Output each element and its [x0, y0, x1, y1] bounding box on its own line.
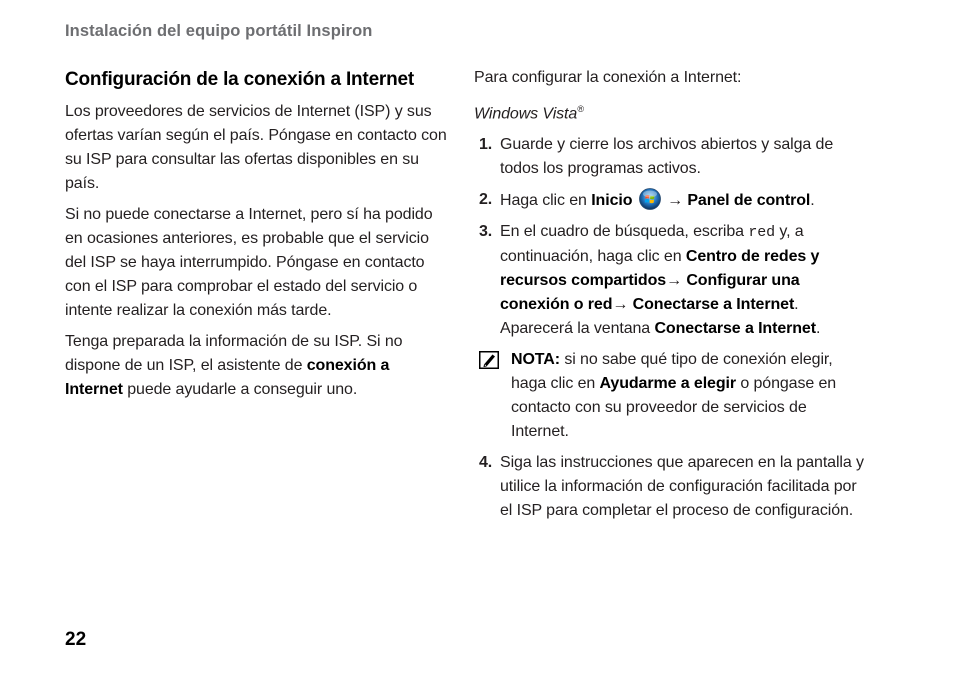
os-name: Windows Vista: [474, 105, 578, 123]
step-item: [474, 451, 864, 523]
note-text: si no sabe qué tipo de conexión elegir, haga clic en: [511, 351, 833, 393]
steps-list: [474, 133, 864, 341]
step-item: [474, 133, 864, 181]
step-text: .: [815, 320, 821, 338]
steps-intro: Para configurar la conexión a Internet:: [474, 69, 742, 86]
ui-term: Inicio: [591, 192, 633, 210]
left-column: [65, 66, 450, 409]
os-label: [474, 97, 864, 126]
arrow: →: [666, 272, 687, 290]
registered-mark: ®: [577, 104, 584, 114]
step-text: y, a continuación, haga clic en: [500, 223, 804, 266]
search-term: red: [748, 224, 776, 242]
step-number: 4.: [479, 454, 493, 472]
ui-term: Panel de control: [687, 192, 811, 210]
ui-term: Ayudarme a elegir: [599, 375, 736, 393]
step-number: 2.: [479, 191, 493, 209]
step-text: Siga las instrucciones que aparecen en la pantalla y utilice la información de configuración facilitada por el ISP para completar el proceso de configuración.: [500, 454, 864, 520]
ui-term: Conectarse a Internet: [654, 320, 816, 338]
windows-start-orb-icon: [639, 188, 661, 210]
step-text: Guarde y cierre los archivos abiertos y salga de todos los programas activos.: [500, 136, 834, 178]
page-number: 22: [65, 629, 87, 650]
arrow: →: [612, 296, 633, 314]
paragraph-text: puede ayudarle a conseguir uno.: [122, 381, 358, 398]
step-text: En el cuadro de búsqueda, escriba: [500, 223, 749, 241]
paragraph-connection-issues: Si no puede conectarse a Internet, pero sí ha podido en ocasiones anteriores, es probable que el servicio del ISP se haya interrumpido. Póngase en contacto con el ISP para comprobar el estado del servicio o intente realizar la conexión más tarde.: [65, 206, 433, 319]
note-label: NOTA:: [511, 351, 560, 369]
step-text: Haga clic en: [500, 192, 592, 210]
paragraph-isp-info: [65, 330, 450, 402]
paragraph-text: Tenga preparada la información de su ISP. Si no dispone de un ISP, el asistente de: [65, 333, 403, 374]
ui-term: Centro de redes y recursos compartidos: [500, 248, 820, 290]
right-column: [474, 66, 864, 530]
step-text: . Aparecerá la ventana: [500, 296, 799, 338]
step-number: 1.: [479, 136, 493, 154]
ui-term: Configurar una conexión o red: [500, 272, 800, 314]
arrow: →: [662, 192, 688, 210]
wizard-name: conexión a Internet: [65, 357, 390, 398]
running-header: Instalación del equipo portátil Inspiron: [65, 22, 373, 40]
step-number: 3.: [479, 223, 493, 241]
step-text: .: [810, 192, 815, 210]
section-heading: Configuración de la conexión a Internet: [65, 69, 415, 90]
paragraph-isp-providers: Los proveedores de servicios de Internet (ISP) y sus ofertas varían según el país. Póngase en contacto con su ISP para consultar las ofertas disponibles en su país.: [65, 103, 447, 192]
steps-list-continued: [474, 451, 864, 523]
note-text: o póngase en contacto con su proveedor de servicios de Internet.: [511, 375, 837, 441]
step-item: [474, 220, 864, 341]
step-item: [474, 188, 864, 213]
note-block: [474, 348, 864, 444]
pencil-note-icon: [479, 351, 499, 369]
ui-term: Conectarse a Internet: [632, 296, 795, 314]
